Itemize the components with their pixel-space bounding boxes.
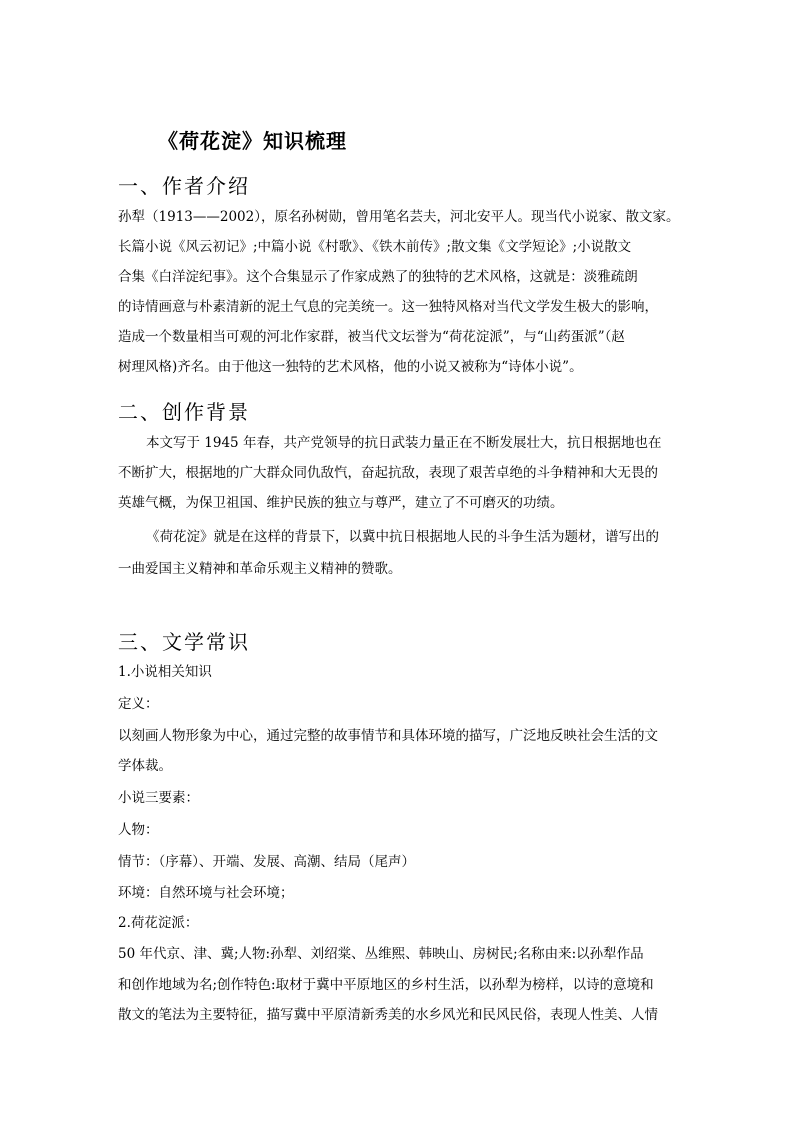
paragraph-line: 环境：自然环境与社会环境； (118, 885, 294, 901)
paragraph-line: 人物： (118, 822, 159, 838)
paragraph-line: 本文写于 1945 年春，共产党领导的抗日武装力量正在不断发展壮大，抗日根据地也在 (146, 435, 662, 451)
paragraph-line: 定义： (118, 696, 159, 712)
paragraph-line: 以刻画人物形象为中心，通过完整的故事情节和具体环境的描写，广泛地反映社会生活的文 (118, 728, 658, 744)
paragraph-line: 《荷花淀》就是在这样的背景下，以冀中抗日根据地人民的斗争生活为题材，谱写出的 (146, 529, 659, 545)
paragraph-line: 学体裁。 (118, 758, 172, 774)
paragraph-line: 一曲爱国主义精神和革命乐观主义精神的赞歌。 (118, 561, 402, 577)
paragraph-line: 不断扩大，根据地的广大群众同仇敌忾，奋起抗敌，表现了艰苦卓绝的斗争精神和大无畏的 (118, 465, 658, 481)
paragraph-line: 英雄气概，为保卫祖国、维护民族的独立与尊严，建立了不可磨灭的功绩。 (118, 495, 564, 511)
paragraph-line: 1.小说相关知识 (118, 664, 212, 680)
paragraph-line: 合集《白洋淀纪事》。这个合集显示了作家成熟了的独特的艺术风格，这就是：淡雅疏朗 (118, 269, 638, 285)
paragraph-line: 2.荷花淀派： (118, 915, 199, 931)
paragraph-line: 长篇小说《风云初记》;中篇小说《村歌》、《铁木前传》;散文集《文学短论》;小说散文 (118, 239, 632, 255)
paragraph-line: 造成一个数量相当可观的河北作家群，被当代文坛誉为“荷花淀派”，与“山药蛋派”（赵 (118, 329, 625, 345)
document-title: 《荷花淀》知识梳理 (158, 129, 347, 153)
paragraph-line: 小说三要素： (118, 790, 199, 806)
section-heading-background: 二、创作背景 (118, 400, 250, 424)
paragraph-line: 情节：（序幕）、开端、发展、高潮、结局（尾声） (118, 854, 415, 870)
section-heading-author: 一、作者介绍 (118, 174, 250, 198)
paragraph-line: 散文的笔法为主要特征，描写冀中平原清新秀美的水乡风光和民风民俗，表现人性美、人情 (118, 1007, 658, 1023)
paragraph-line: 和创作地域为名;创作特色:取材于冀中平原地区的乡村生活，以孙犁为榜样，以诗的意境和 (118, 977, 654, 993)
section-heading-literary-knowledge: 三、文学常识 (118, 630, 250, 654)
paragraph-line: 孙犁（1913——2002），原名孙树勋，曾用笔名芸夫，河北安平人。现当代小说家、散文家。 (118, 209, 680, 225)
paragraph-line: 50 年代京、津、冀;人物:孙犁、刘绍棠、丛维熙、韩映山、房树民;名称由来:以孙犁作品 (118, 946, 644, 962)
paragraph-line: 的诗情画意与朴素清新的泥土气息的完美统一。这一独特风格对当代文学发生极大的影响， (118, 299, 658, 315)
paragraph-line: 树理风格)齐名。由于他这一独特的艺术风格，他的小说又被称为“诗体小说”。 (118, 359, 583, 375)
